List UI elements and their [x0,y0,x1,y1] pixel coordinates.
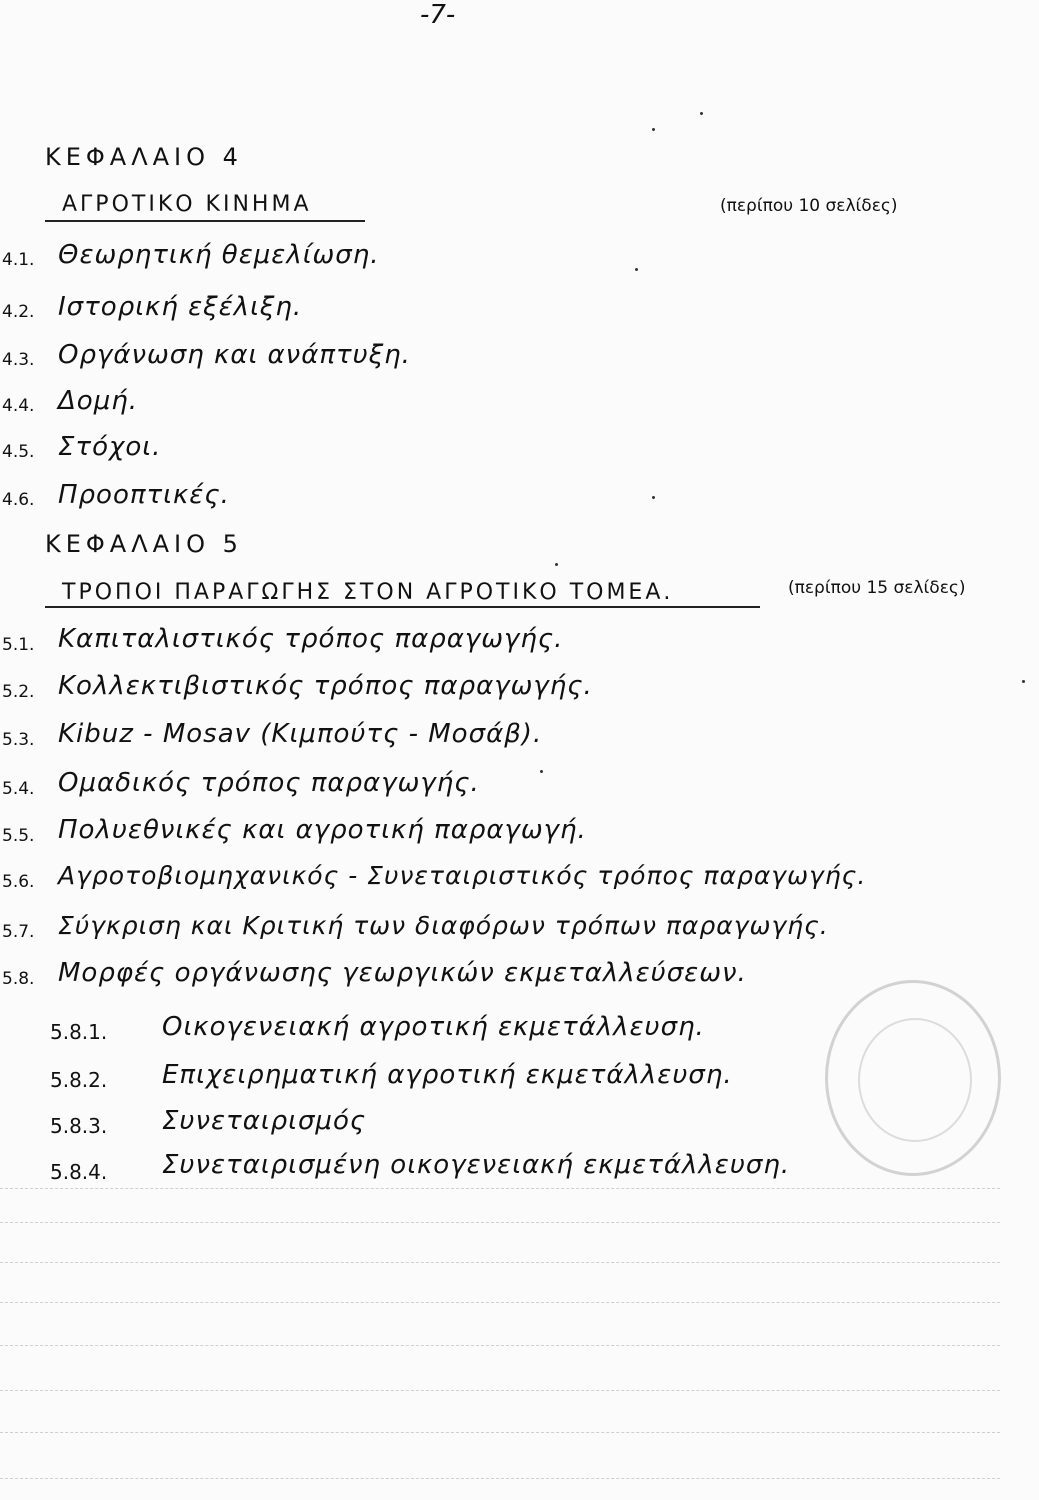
item-text: Καπιταλιστικός τρόπος παραγωγής. [58,624,564,654]
item-number: 5.2. [2,682,35,702]
speck [555,563,558,566]
speck [652,496,655,499]
subitem-text: Επιχειρηματική αγροτική εκμετάλλευση. [162,1060,733,1090]
chapter-5-note: (περίπου 15 σελίδες) [788,578,966,598]
item-number: 4.5. [2,442,35,462]
item-text: Ιστορική εξέλιξη. [58,292,303,322]
ruled-line [0,1262,1000,1263]
ruled-line [0,1302,1000,1303]
item-text: Θεωρητική θεμελίωση. [58,240,380,270]
chapter-4-title-underline [45,220,365,222]
page-number: -7- [420,0,456,30]
item-text: Στόχοι. [58,432,162,462]
speck [700,112,703,115]
item-number: 5.4. [2,779,35,799]
item-text: Αγροτοβιομηχανικός - Συνεταιριστικός τρόπος παραγωγής. [58,861,867,890]
item-number: 4.4. [2,396,35,416]
stamp-inner-ring [858,1018,972,1142]
item-text: Kibuz - Mosav (Κιμπούτς - Μοσάβ). [58,719,543,749]
ruled-line [0,1222,1000,1223]
item-text: Δομή. [58,386,138,416]
item-text: Προοπτικές. [58,480,230,510]
subitem-number: 5.8.4. [50,1160,108,1184]
speck [540,770,543,773]
ruled-line [0,1478,1000,1479]
subitem-number: 5.8.1. [50,1020,108,1044]
item-number: 4.2. [2,302,35,322]
item-text: Σύγκριση και Κριτική των διαφόρων τρόπων παραγωγής. [58,911,829,940]
item-number: 5.5. [2,826,35,846]
item-number: 5.1. [2,635,35,655]
subitem-text: Συνεταιρισμένη οικογενειακή εκμετάλλευση. [162,1150,791,1180]
chapter-4-heading: ΚΕΦΑΛΑΙΟ 4 [45,143,243,171]
speck [1022,680,1025,683]
subitem-text: Συνεταιρισμός [162,1106,367,1136]
ruled-line [0,1390,1000,1391]
chapter-4-note: (περίπου 10 σελίδες) [720,196,898,216]
item-text: Οργάνωση και ανάπτυξη. [58,340,411,370]
item-number: 4.3. [2,350,35,370]
item-number: 4.1. [2,250,35,270]
item-number: 5.7. [2,922,35,942]
ruled-line [0,1432,1000,1433]
official-stamp [825,980,1001,1176]
speck [652,128,655,131]
item-text: Μορφές οργάνωσης γεωργικών εκμεταλλεύσεων. [58,958,747,988]
item-text: Ομαδικός τρόπος παραγωγής. [58,768,480,798]
ruled-line [0,1188,1000,1189]
item-number: 5.8. [2,969,35,989]
chapter-5-title: ΤΡΟΠΟΙ ΠΑΡΑΓΩΓΗΣ ΣΤΟΝ ΑΓΡΟΤΙΚΟ ΤΟΜΕΑ. [62,580,674,605]
chapter-5-title-underline [45,606,760,608]
chapter-5-heading: ΚΕΦΑΛΑΙΟ 5 [45,530,243,558]
speck [635,268,638,271]
item-number: 5.6. [2,872,35,892]
subitem-number: 5.8.3. [50,1114,108,1138]
ruled-line [0,1345,1000,1346]
item-text: Κολλεκτιβιστικός τρόπος παραγωγής. [58,671,593,701]
item-text: Πολυεθνικές και αγροτική παραγωγή. [58,815,587,845]
item-number: 5.3. [2,730,35,750]
subitem-number: 5.8.2. [50,1068,108,1092]
item-number: 4.6. [2,490,35,510]
chapter-4-title: ΑΓΡΟΤΙΚΟ ΚΙΝΗΜΑ [62,192,312,217]
subitem-text: Οικογενειακή αγροτική εκμετάλλευση. [162,1012,705,1042]
